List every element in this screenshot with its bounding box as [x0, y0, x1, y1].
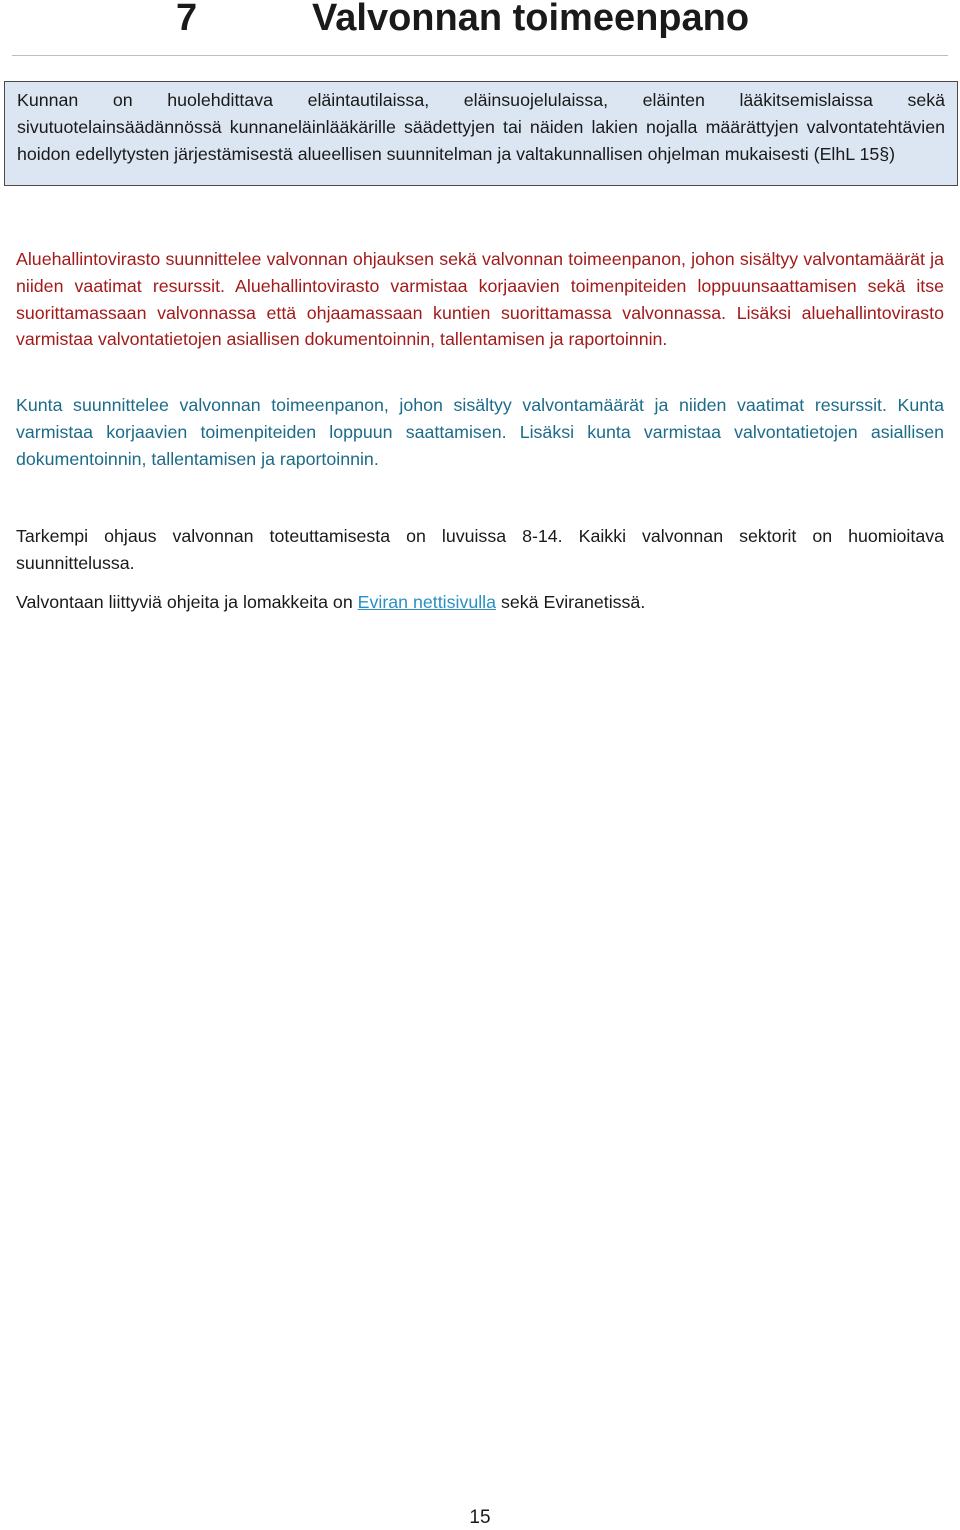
forms-paragraph	[16, 589, 944, 616]
page-number: 15	[469, 1507, 491, 1528]
kunta-paragraph: Kunta suunnittelee valvonnan toimeenpanon, johon sisältyy valvontamäärät ja niiden vaatimat resurssit. Kunta varmistaa korjaavien toimenpiteiden loppuun saattamisen. Lisäksi kunta varmistaa valvontatietojen asiallisen dokumentoinnin, tallentamisen ja raportoinnin.	[16, 395, 944, 469]
forms-text-before: Valvontaan liittyviä ohjeita ja lomakkeita on	[16, 592, 358, 612]
chapter-title: Valvonnan toimeenpano	[312, 0, 750, 39]
forms-text-after: sekä Eviranetissä.	[496, 592, 646, 612]
law-reference-text: Kunnan on huolehdittava eläintautilaissa, eläinsuojelulaissa, eläinten lääkitsemislaissa sekä sivutuotelainsäädännössä kunnaneläinlääkärille säädettyjen tai näiden lakien nojalla määrättyjen valvontatehtävien hoidon edellytysten järjestämisestä alueellisen suunnitelman ja valtakunnallisen ohjelman mukaisesti (ElhL 15§)	[17, 90, 945, 164]
chapter-heading	[12, 0, 948, 56]
chapter-number: 7	[176, 0, 198, 39]
avi-paragraph: Aluehallintovirasto suunnittelee valvonnan ohjauksen sekä valvonnan toimeenpanon, johon sisältyy valvontamäärät ja niiden vaatimat resurssit. Aluehallintovirasto varmistaa korjaavien toimenpiteiden loppuunsaattamisen sekä itse suorittamassaan valvonnassa että ohjaamassaan kuntien suorittamassa valvonnassa. Lisäksi aluehallintovirasto varmistaa valvontatietojen asiallisen dokumentoinnin, tallentamisen ja raportoinnin.	[16, 249, 944, 350]
evira-website-link[interactable]: Eviran nettisivulla	[357, 592, 497, 612]
guidance-paragraph: Tarkempi ohjaus valvonnan toteuttamisesta on luvuissa 8-14. Kaikki valvonnan sektorit on huomioitava suunnittelussa.	[16, 526, 944, 573]
law-reference-box	[4, 81, 958, 186]
